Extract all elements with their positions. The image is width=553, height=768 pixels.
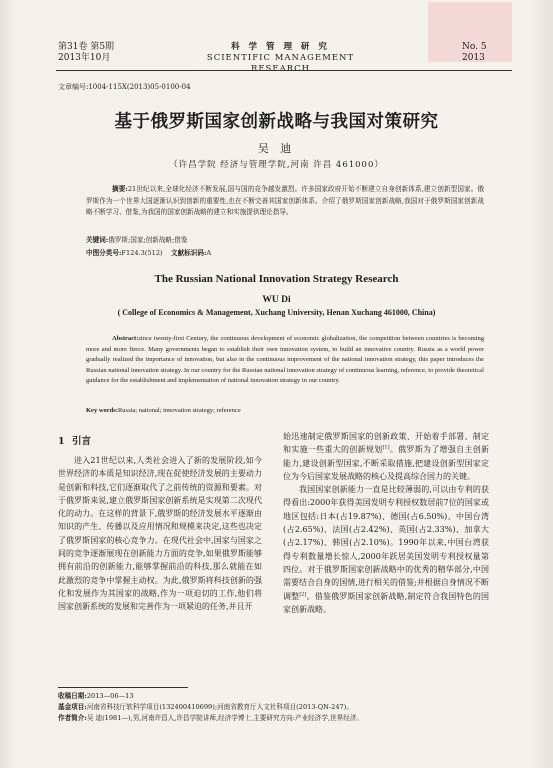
clc-label: 中图分类号:	[86, 249, 122, 257]
doc-code-value: A	[206, 249, 212, 257]
paper-title-en: The Russian National Innovation Strategy Research	[154, 273, 399, 285]
paper-title-cn: 基于俄罗斯国家创新战略与我国对策研究	[114, 112, 439, 132]
footnote-author	[58, 713, 363, 723]
keywords-en	[86, 407, 241, 414]
footnote-received	[58, 691, 134, 701]
author-bio-text: 吴 迪(1981—),男,河南许昌人,许昌学院讲师,经济学博士,主要研究方向:产业经济学,世界经济。	[86, 714, 364, 722]
keywords-en-label: Key words:	[86, 407, 118, 414]
keywords-cn-text: 俄罗斯;国家;创新战略;借鉴	[108, 236, 188, 244]
body-paragraph: 进入21世纪以来,人类社会进入了新的发展阶段,如今世界经济的本质是知识经济,现在促使经济发展的主要动力是创新和科技,它们逐渐取代了之前传统的资源和要素。对于俄罗斯来说,建立俄罗斯国家创新系统是实现第二次现代化的动力。在这样的背景下,俄罗斯的经济发展水平逐渐由知识的产生、传播以及应用情况和规模来决定,这些也决定了俄罗斯国家的核心竞争力。在现代社会中,国家与国家之间的竞争逐渐展现在创新能力方面的竞争,如果俄罗斯能够拥有前沿的创新能力,能够掌握前沿的科技,那么就能在如此激烈的竞争中掌握主动权。为此,俄罗斯将科技创新的强化和发展作为其国家的战略,作为一项迫切的工作,他们将国家创新系统的发展和完善作为一项紧迫的任务,并且开	[58, 456, 262, 612]
section-title: 引言	[72, 436, 92, 447]
author-bio-label: 作者简介:	[58, 714, 87, 722]
article-number: 文章编号:1004-115X(2013)05-0100-04	[58, 83, 191, 91]
section-heading	[58, 433, 91, 447]
body-paragraph	[283, 483, 489, 616]
citation-ref: [2]	[299, 590, 307, 597]
body-column-right	[283, 430, 489, 616]
footnote-rule	[58, 687, 188, 688]
journal-name-en: SCIENTIFIC MANAGEMENT RESEARCH	[206, 53, 355, 74]
abstract-en	[86, 334, 484, 387]
keywords-cn-label: 关键词:	[86, 236, 109, 244]
abstract-en-text: since twenty-first Century, the continuous development of economic globalization, the competition between countries is becoming more and more fierce. Many governments began to establish their own innovation system, to build an innovative country. Russia as a world power gradually realized the importance of innovation, but also in the continuous improvement of the national innovation strategy, this paper introduces the Russian national innovation strategy. In our country for the Russian national innovation strategy of continuous learning, reference, to provide theoretical guidance for the establishment and implementation of national innovation strategy in our country.	[86, 335, 484, 385]
body-text: 。俄罗斯为了增强自主创新能力,建设创新型国家,不断采取措施,把建设创新型国家定位为今后国家发展战略的核心及提高综合国力的关键。	[283, 445, 489, 481]
keywords-en-text: Russia; national; innovation strategy; reference	[117, 407, 241, 414]
author-name-cn: 吴 迪	[257, 142, 296, 155]
header-left	[58, 42, 114, 64]
issue-date: 2013年10月	[58, 53, 111, 63]
fund-label: 基金项目:	[58, 703, 87, 711]
abstract-cn	[86, 184, 484, 219]
abstract-cn-label: 摘要:	[112, 185, 128, 193]
footnote-fund	[58, 702, 353, 712]
body-text: 始迅速制定俄罗斯国家的创新政策、开始着手部署、制定和实施一些重大的创新规划	[283, 432, 489, 455]
volume-issue: 第31卷 第5期	[58, 42, 115, 52]
affiliation-en: ( College of Economics & Management, Xuchang University, Henan Xuchang 461000, China)	[117, 308, 436, 317]
abstract-cn-text: 21世纪以来,全球化经济不断发展,国与国的竞争越发激烈。许多国家政府开始不断建立自身创新体系,建立创新型国家。俄罗斯作为一个世界大国逐渐认识到创新的重要性,也在不断完善其国家创新体系。介绍了俄罗斯国家创新战略,我国对于俄罗斯国家创新战略不断学习、借鉴,为我国的国家创新战略的建立和实施提供理论指导。	[86, 185, 484, 216]
doc-code-label: 文献标识码:	[170, 249, 207, 257]
classification-line	[86, 247, 211, 257]
author-name-en: WU Di	[262, 295, 291, 305]
citation-ref: [1]	[382, 444, 390, 451]
body-paragraph	[283, 430, 489, 483]
received-label: 收稿日期:	[58, 692, 87, 700]
body-text: 。借鉴俄罗斯国家创新战略,制定符合我国特色的国家创新战略。	[283, 591, 490, 614]
keywords-cn	[86, 234, 187, 244]
issue-year-en: 2013	[462, 53, 485, 63]
header-right	[462, 42, 487, 64]
clc-value: F124.3(512)	[121, 249, 163, 257]
journal-name-cn: 科 学 管 理 研 究	[231, 42, 330, 52]
issue-number-en: No. 5	[462, 42, 487, 52]
received-date: 2013—06—13	[86, 692, 134, 700]
abstract-en-label: Abstract:	[112, 335, 139, 342]
section-number: 1	[58, 436, 65, 447]
fund-text: 河南省科技厅软科学项目(132400410699);河南省教育厅人文社科项目(2013-QN-247)。	[86, 703, 353, 711]
body-column-left	[58, 454, 262, 614]
body-text: 我国国家创新能力一直是比较薄弱的,可以由专利的获得看出:2000年获得美国发明专利授权数居前7位的国家或地区包括:日本(占19.87%)、德国(占6.50%)、中国台湾(占2.65%)、法国(占2.42%)、英国(占2.33%)、加拿大(占2.17%)、韩国(占2.10%)。1990年以来,中国台湾获得专利数量增长惊人,2000年跃居美国发明专利授权量第四位。对于俄罗斯国家创新战略中的优秀的精华部分,中国需要结合自身的国情,进行相关的借鉴;并根据自身情况不断调整	[283, 485, 489, 601]
header-rule	[56, 70, 512, 71]
affiliation-cn: （许昌学院 经济与管理学院,河南 许昌 461000）	[169, 160, 384, 170]
